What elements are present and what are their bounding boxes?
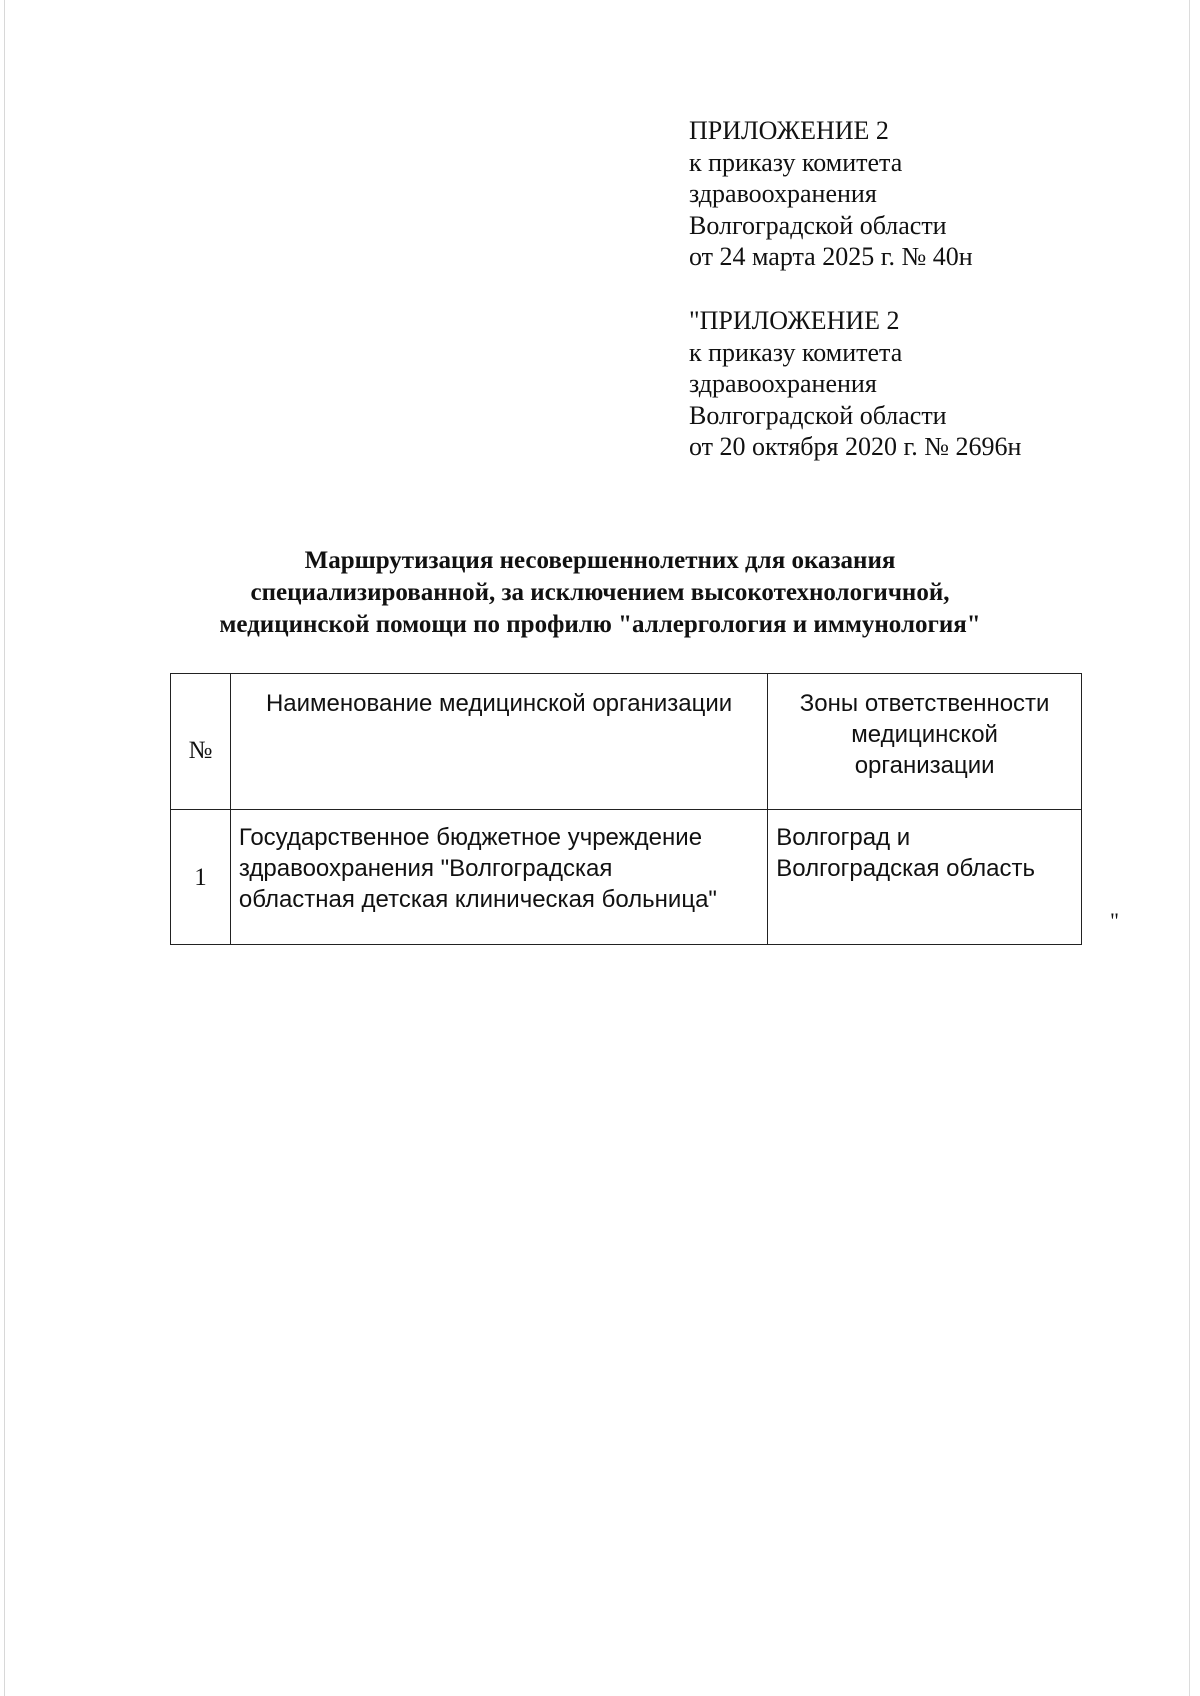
appendix-original-line1: к приказу комитета — [689, 337, 903, 367]
row-number: 1 — [171, 810, 231, 945]
appendix-current-heading: ПРИЛОЖЕНИЕ 2 — [689, 116, 889, 145]
title-line1: Маршрутизация несовершеннолетних для оказания — [304, 547, 896, 574]
header-responsibility-zone — [768, 674, 1082, 810]
row-responsibility-zone — [768, 810, 1082, 945]
org-name-line1: Государственное бюджетное учреждение — [238, 824, 703, 851]
table-header-row — [171, 674, 1082, 810]
appendix-current-line1: к приказу комитета — [689, 147, 903, 177]
appendix-original-line2: здравоохранения — [689, 369, 877, 398]
closing-quote: " — [1110, 908, 1119, 933]
document-title — [150, 545, 1050, 641]
appendix-original-heading: "ПРИЛОЖЕНИЕ 2 — [689, 306, 900, 335]
appendix-original — [689, 305, 1109, 463]
org-name-line2: здравоохранения "Волгоградская — [238, 855, 613, 882]
org-name-line3: областная детская клиническая больница" — [238, 886, 717, 913]
zone-line2: Волгоградская область — [776, 855, 1036, 882]
title-line2: специализированной, за исключением высокотехнологичной, — [250, 579, 950, 606]
header-zone-line2: медицинской — [851, 721, 998, 748]
scan-edge-left — [4, 0, 5, 1696]
appendix-original-line4: от 20 октября 2020 г. № 2696н — [689, 432, 1022, 461]
header-number: № — [171, 674, 231, 810]
table-row — [171, 810, 1082, 945]
header-zone-line3: организации — [854, 752, 995, 779]
header-zone-line1: Зоны ответственности — [799, 690, 1050, 717]
appendix-current-line3: Волгоградской области — [689, 210, 947, 240]
title-line3: медицинской помощи по профилю "аллергология и иммунология" — [219, 611, 981, 638]
routing-table — [170, 673, 1082, 945]
appendix-current-line4: от 24 марта 2025 г. № 40н — [689, 242, 973, 271]
zone-line1: Волгоград и — [776, 824, 911, 851]
appendix-current — [689, 115, 1109, 273]
header-organization-name: Наименование медицинской организации — [230, 674, 767, 810]
row-organization-name — [230, 810, 767, 945]
appendix-current-line2: здравоохранения — [689, 179, 877, 208]
appendix-original-line3: Волгоградской области — [689, 400, 947, 430]
scan-edge-right — [1189, 0, 1190, 1696]
